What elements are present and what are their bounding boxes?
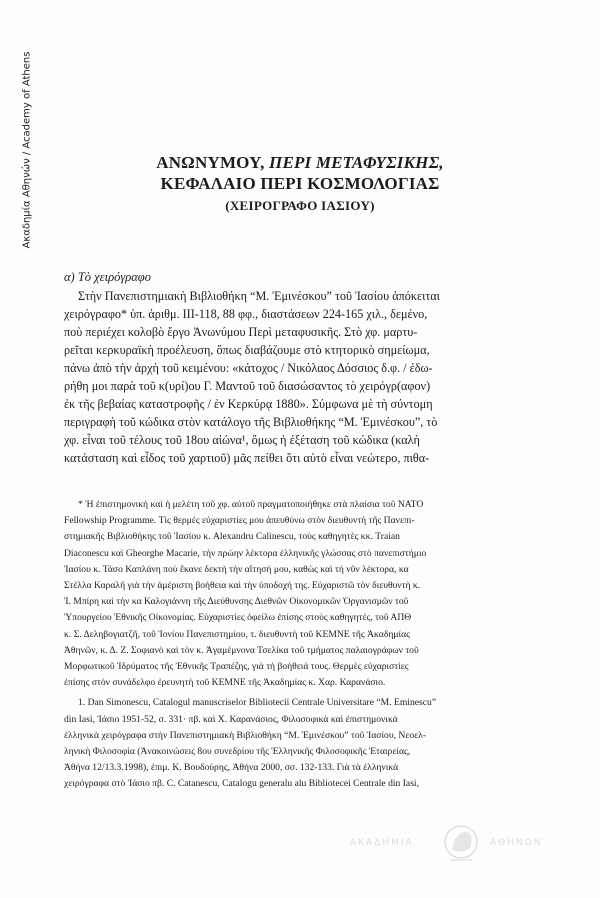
title-author: ΑΝΩΝΥΜΟΥ, xyxy=(156,153,270,172)
footnote-star-line: Ἀθηνῶν, κ. Δ. Ζ. Σοφιανὸ καὶ τὸν κ. Ἀγαμέμνονα Τσελίκα τοῦ τμήματος παλαιογράφων τοῦ xyxy=(64,644,419,656)
title-line-1 xyxy=(64,152,536,173)
body-line: περιγραφὴ τοῦ κώδικα στὸν κατάλογο τῆς Βιβλιοθήκης “Μ. Ἐμινέσκου”, τὸ xyxy=(64,415,438,429)
footnote-star-line: Diaconescu καὶ Gheorghe Macarie, τὴν πρώην λέκτορα ἑλληνικῆς γλώσσας στὸ πανεπιστήμιο xyxy=(64,547,427,559)
title-block xyxy=(64,152,536,216)
footnote-1-line: Ἀθήνα 12/13.3.1998), ἐπιμ. Κ. Βουδούρης, Ἀθήνα 2000, σσ. 132-133. Γιὰ τὰ ἑλληνικὰ xyxy=(64,762,399,774)
watermark-text-left: ΑΚΑΔΗΜΙΑ xyxy=(350,838,414,848)
footnote-star-line: Στέλλα Καραλῆ γιὰ τὴν ἀμέριστη βοήθεια καὶ τὴν ὑποδοχή της. Εὐχαριστῶ τὸν διευθυντὴ κ. xyxy=(64,580,421,592)
title-line-2: ΚΕΦΑΛΑΙΟ ΠΕΡΙ ΚΟΣΜΟΛΟΓΙΑΣ xyxy=(160,174,440,193)
footnote-1-line: ἑλληνικὰ χειρόγραφα στὴν Πανεπιστημιακὴ Βιβλιοθήκη “Μ. Ἐμινέσκου” τοῦ Ἰασίου, Νεοελ- xyxy=(64,729,427,741)
footnote-1-line: 1. Dan Simonescu, Catalogul manuscriselor Bibliotecii Centrale Universitare “M. Eminescu” xyxy=(78,697,437,709)
body-line: χειρόγραφο* ὑπ. ἀριθμ. III-118, 88 φφ., διαστάσεων 224-165 χιλ., δεμένο, xyxy=(64,307,428,321)
body-line: Στὴν Πανεπιστημιακὴ Βιβλιοθήκη “Μ. Ἐμινέσκου” τοῦ Ἰασίου ἀπόκειται xyxy=(78,289,440,303)
footnote-1-line: ληνικὴ Φιλοσοφία (Ἀνακοινώσεις 8ου συνεδρίου τῆς Ἑλληνικῆς Φιλοσοφικῆς Ἑταιρείας, xyxy=(64,746,411,758)
body-paragraph xyxy=(64,287,536,467)
footnote-star-line: στημιακῆς Βιβλιοθήκης τοῦ Ἰασίου κ. Alexandru Calinescu, τοὺς καθηγητὲς κκ. Traian xyxy=(64,531,400,543)
footnote-star-line: * Ἡ ἐπιστημονικὴ καὶ ἡ μελέτη τοῦ χφ. αὐτοῦ πραγματοποιήθηκε στὰ πλαίσια τοῦ NATO xyxy=(78,499,424,510)
footnote-star-line: Ἰ. Μπίρη καὶ τὴν κα Καλογιάννη τῆς Διεύθυνσης Διεθνῶν Οἰκονομικῶν Ὀργανισμῶν τοῦ xyxy=(64,596,409,608)
footnote-star-line: Ὑπουργείου Ἐθνικῆς Οἰκονομίας. Εὐχαριστίες ὀφείλω ἐπίσης στοὺς καθηγητές, τοῦ ΑΠΘ xyxy=(64,612,412,624)
section-heading: α) Τὸ χειρόγραφο xyxy=(64,270,151,284)
footnote-1-line: χειρόγραφα στὸ Ἰάσιο πβ. C. Catanescu, Catalogu generalu alu Bibliotecei Centrale din Iasi, xyxy=(64,778,419,790)
footnote-1-line: din Iasi, Ἰάσιο 1951-52, σ. 331· πβ. καὶ Χ. Καρανάσιος, Φιλοσοφικὰ καὶ ἐπιστημονικὰ xyxy=(64,713,398,725)
section-manuscript xyxy=(64,270,536,467)
body-line: ποὺ περιέχει κολοβὸ ἔργο Ἀνωνύμου Περὶ μεταφυσικῆς. Στὸ χφ. μαρτυ- xyxy=(64,325,418,339)
title-work: ΠΕΡΙ ΜΕΤΑΦΥΣΙΚΗΣ, xyxy=(269,153,444,172)
academy-watermark xyxy=(350,820,560,870)
watermark-text-right: ΑΘΗΝΩΝ xyxy=(490,838,543,848)
footnotes xyxy=(64,497,536,793)
body-line: χφ. εἶναι τοῦ τέλους τοῦ 18ου αἰώνα¹, ὅμως ἡ ἐξέταση τοῦ κώδικα (καλὴ xyxy=(64,433,420,447)
archive-side-label-text: Ακαδημία Αθηνών / Academy of Athens xyxy=(21,51,33,249)
archive-side-label xyxy=(20,40,34,260)
footnote-star-line: κ. Σ. Δεληβογιατζῆ, τοῦ Ἰονίου Πανεπιστημίου, τ. διευθυντὴ τοῦ ΚΕΜΝΕ τῆς Ἀκαδημίας xyxy=(64,628,410,640)
body-line: ρεῖται κερκυραϊκὴ προέλευση, ὅπως διαβάζουμε στὸ κτητορικὸ σημείωμα, xyxy=(64,343,430,357)
body-line: ἐκ τῆς βεβαίας καταστροφῆς / ἐν Κερκύρᾳ 1880». Σύμφωνα μὲ τὴ σύντομη xyxy=(64,397,433,411)
footnote-star-line: Μορφωτικοῦ Ἱδρύματος τῆς Ἐθνικῆς Τραπέζης, γιὰ τὴ βοήθειά τους. Θερμὲς εὐχαριστίες xyxy=(64,661,409,673)
title-subtitle: (ΧΕΙΡΟΓΡΑΦΟ ΙΑΣΙΟΥ) xyxy=(225,198,375,213)
body-line: πάνω ἀπὸ τὴν ἀρχὴ τοῦ κειμένου: «κάτοχος / Νικόλαος Δόσσιος δ.φ. / ἐδω- xyxy=(64,361,433,375)
athena-logo-icon xyxy=(438,820,484,870)
footnote-star-line: ἐπίσης στὸν συνάδελφο ἐρευνητὴ τοῦ ΚΕΜΝΕ τῆς Ἀκαδημίας κ. Χαρ. Καρανάσιο. xyxy=(64,677,386,689)
footnote-star-line: Fellowship Programme. Τὶς θερμές εὐχαριστίες μου ἀπευθύνω στὸν διευθυντὴ τῆς Πανεπι- xyxy=(64,515,415,527)
body-line: ρήθη μοι παρὰ τοῦ κ(υρί)ου Γ. Μαντοῦ τοῦ διασώσαντος τὸ χειρόγρ(αφον) xyxy=(64,379,431,393)
body-line: κατάσταση καὶ εἶδος τοῦ χαρτιοῦ) μᾶς πείθει ὅτι αὐτὸ εἶναι νεώτερο, πιθα- xyxy=(64,451,430,465)
footnote-star-line: Ἰασίου κ. Τάσο Καπλάνη ποὺ ἔκανε δεκτὴ τὴν αἴτησή μου, καθὼς καὶ τὴ νῦν λέκτορα, κα xyxy=(64,563,409,575)
